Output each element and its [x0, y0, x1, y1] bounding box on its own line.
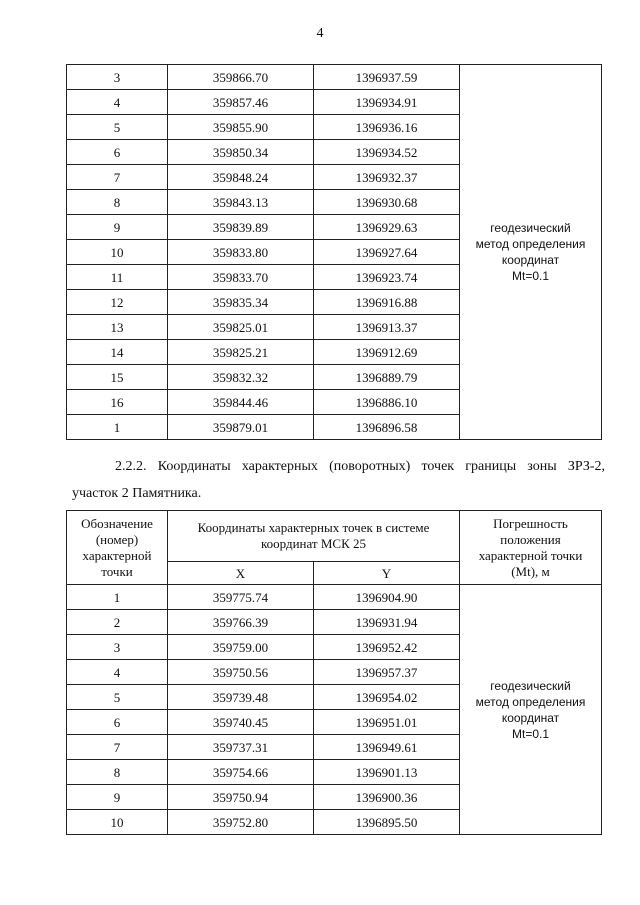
header-error: Погрешность положения характерной точки (Mt), м — [460, 511, 602, 585]
accuracy-note-line: метод определения — [475, 237, 586, 251]
accuracy-note-line: геодезический — [490, 678, 571, 693]
point-number-cell: 7 — [67, 735, 168, 760]
point-number-cell: 6 — [67, 140, 168, 165]
header-x: X — [168, 562, 314, 585]
y-coordinate-cell: 1396949.61 — [314, 735, 460, 760]
x-coordinate-cell: 359750.94 — [168, 785, 314, 810]
point-number-cell: 8 — [67, 190, 168, 215]
table2-body — [67, 585, 602, 835]
coordinates-table-zrz2 — [66, 510, 602, 835]
y-coordinate-cell: 1396886.10 — [314, 390, 460, 415]
x-coordinate-cell: 359825.01 — [168, 315, 314, 340]
y-coordinate-cell: 1396896.58 — [314, 415, 460, 440]
page-number: 4 — [316, 26, 324, 41]
x-coordinate-cell: 359833.80 — [168, 240, 314, 265]
point-number-cell: 3 — [67, 65, 168, 90]
y-coordinate-cell: 1396895.50 — [314, 810, 460, 835]
point-number-cell: 3 — [67, 635, 168, 660]
section-heading-line1: 2.2.2. Координаты характерных (поворотных) точек границы зоны ЗРЗ-2, — [115, 459, 605, 474]
point-number-cell: 9 — [67, 215, 168, 240]
x-coordinate-cell: 359737.31 — [168, 735, 314, 760]
section-heading-line2: участок 2 Памятника. — [72, 486, 202, 501]
accuracy-note-line: метод определения — [475, 694, 586, 709]
header-y: Y — [314, 562, 460, 585]
y-coordinate-cell: 1396957.37 — [314, 660, 460, 685]
x-coordinate-cell: 359839.89 — [168, 215, 314, 240]
x-coordinate-cell: 359759.00 — [168, 635, 314, 660]
point-number-cell: 15 — [67, 365, 168, 390]
y-coordinate-cell: 1396934.91 — [314, 90, 460, 115]
x-coordinate-cell: 359833.70 — [168, 265, 314, 290]
point-number-cell: 12 — [67, 290, 168, 315]
point-number-cell: 9 — [67, 785, 168, 810]
x-coordinate-cell: 359850.34 — [168, 140, 314, 165]
y-coordinate-cell: 1396930.68 — [314, 190, 460, 215]
x-coordinate-cell: 359766.39 — [168, 610, 314, 635]
x-coordinate-cell: 359848.24 — [168, 165, 314, 190]
y-coordinate-cell: 1396951.01 — [314, 710, 460, 735]
y-coordinate-cell: 1396936.16 — [314, 115, 460, 140]
point-number-cell: 16 — [67, 390, 168, 415]
x-coordinate-cell: 359775.74 — [168, 585, 314, 610]
point-number-cell: 10 — [67, 810, 168, 835]
x-coordinate-cell: 359752.80 — [168, 810, 314, 835]
accuracy-note-line: геодезический — [490, 221, 571, 235]
x-coordinate-cell: 359843.13 — [168, 190, 314, 215]
y-coordinate-cell: 1396904.90 — [314, 585, 460, 610]
x-coordinate-cell: 359866.70 — [168, 65, 314, 90]
accuracy-note-line: координат — [501, 710, 560, 725]
y-coordinate-cell: 1396937.59 — [314, 65, 460, 90]
accuracy-note-line: Mt=0.1 — [511, 269, 550, 283]
x-coordinate-cell: 359879.01 — [168, 415, 314, 440]
y-coordinate-cell: 1396923.74 — [314, 265, 460, 290]
y-coordinate-cell: 1396929.63 — [314, 215, 460, 240]
y-coordinate-cell: 1396912.69 — [314, 340, 460, 365]
accuracy-note-cell — [460, 65, 602, 440]
y-coordinate-cell: 1396952.42 — [314, 635, 460, 660]
accuracy-note-line: Mt=0.1 — [511, 726, 550, 741]
x-coordinate-cell: 359825.21 — [168, 340, 314, 365]
point-number-cell: 2 — [67, 610, 168, 635]
y-coordinate-cell: 1396931.94 — [314, 610, 460, 635]
x-coordinate-cell: 359754.66 — [168, 760, 314, 785]
coordinates-table-continued — [66, 64, 602, 440]
point-number-cell: 5 — [67, 685, 168, 710]
point-number-cell: 4 — [67, 660, 168, 685]
point-number-cell: 10 — [67, 240, 168, 265]
point-number-cell: 1 — [67, 585, 168, 610]
x-coordinate-cell: 359750.56 — [168, 660, 314, 685]
y-coordinate-cell: 1396934.52 — [314, 140, 460, 165]
y-coordinate-cell: 1396932.37 — [314, 165, 460, 190]
x-coordinate-cell: 359740.45 — [168, 710, 314, 735]
table1-body — [67, 65, 602, 440]
table-row — [67, 65, 602, 90]
point-number-cell: 11 — [67, 265, 168, 290]
point-number-cell: 7 — [67, 165, 168, 190]
point-number-cell: 14 — [67, 340, 168, 365]
x-coordinate-cell: 359844.46 — [168, 390, 314, 415]
x-coordinate-cell: 359857.46 — [168, 90, 314, 115]
point-number-cell: 8 — [67, 760, 168, 785]
header-coordinates: Координаты характерных точек в системе координат МСК 25 — [168, 511, 460, 562]
table-row — [67, 585, 602, 610]
accuracy-note-cell — [460, 585, 602, 835]
point-number-cell: 6 — [67, 710, 168, 735]
y-coordinate-cell: 1396913.37 — [314, 315, 460, 340]
x-coordinate-cell: 359832.32 — [168, 365, 314, 390]
point-number-cell: 13 — [67, 315, 168, 340]
x-coordinate-cell: 359835.34 — [168, 290, 314, 315]
y-coordinate-cell: 1396954.02 — [314, 685, 460, 710]
y-coordinate-cell: 1396900.36 — [314, 785, 460, 810]
y-coordinate-cell: 1396889.79 — [314, 365, 460, 390]
x-coordinate-cell: 359739.48 — [168, 685, 314, 710]
y-coordinate-cell: 1396927.64 — [314, 240, 460, 265]
x-coordinate-cell: 359855.90 — [168, 115, 314, 140]
point-number-cell: 1 — [67, 415, 168, 440]
accuracy-note-line: координат — [501, 253, 560, 267]
point-number-cell: 5 — [67, 115, 168, 140]
y-coordinate-cell: 1396901.13 — [314, 760, 460, 785]
header-point-number: Обозначение (номер) характерной точки — [67, 511, 168, 585]
point-number-cell: 4 — [67, 90, 168, 115]
y-coordinate-cell: 1396916.88 — [314, 290, 460, 315]
